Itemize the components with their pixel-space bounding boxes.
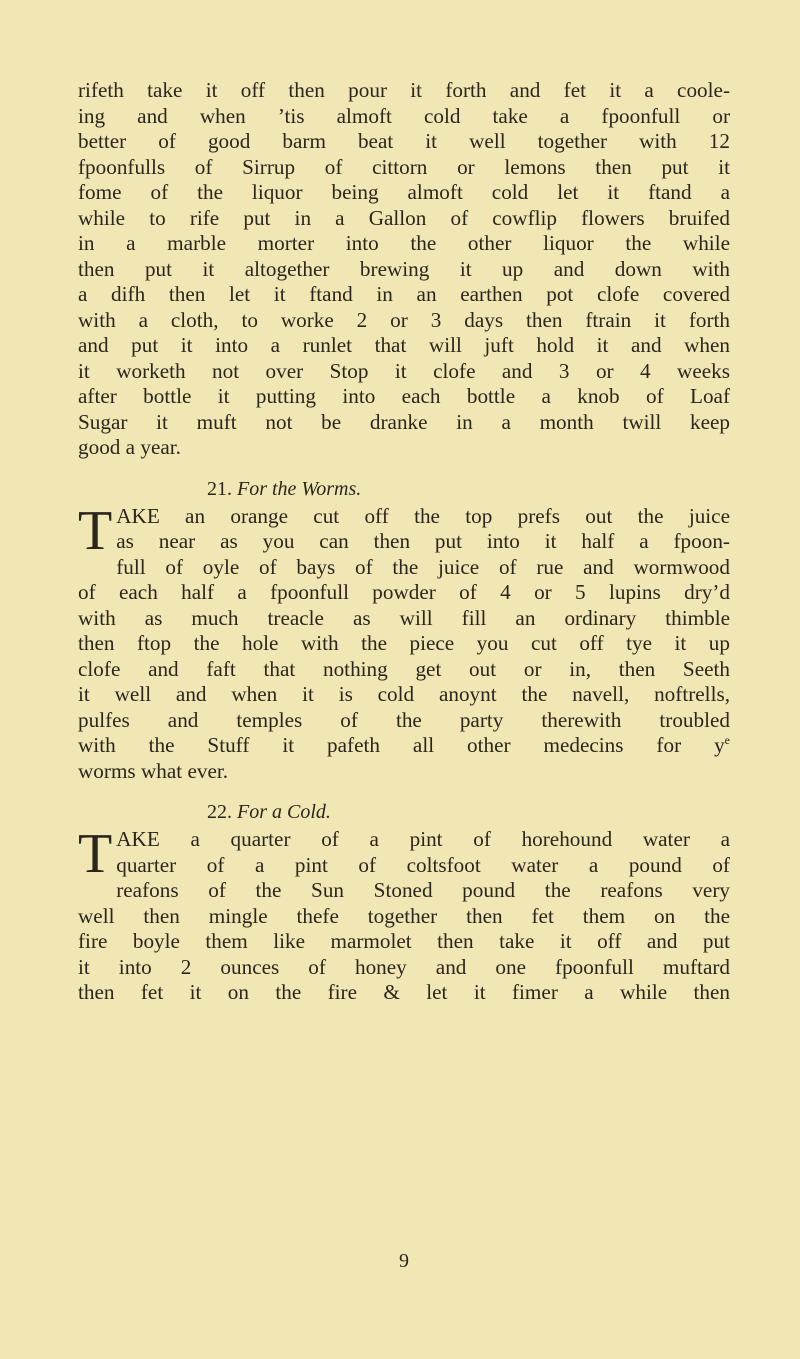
text-line: of each half a fpoonfull powder of 4 or 5 lupins dry’d [78, 580, 730, 604]
text-line: it well and when it is cold anoynt the navell, noftrells, [78, 682, 730, 706]
text-line: then ftop the hole with the piece you cut off tye it up [78, 631, 730, 655]
recipe-22-heading [78, 799, 730, 825]
recipe-21-heading [78, 476, 730, 502]
text-line: then fet it on the fire & let it fimer a while then [78, 980, 730, 1004]
recipe-number: 21. [207, 477, 232, 500]
recipe-number: 22. [207, 801, 232, 823]
text-line: and put it into a runlet that will juft hold it and when [78, 333, 730, 357]
superscript: e [724, 732, 730, 747]
text-line: better of good barm beat it well together with 12 [78, 129, 730, 153]
text-line: while to rife put in a Gallon of cowflip flowers bruifed [78, 205, 730, 230]
text-line: a difh then let it ftand in an earthen pot clofe covered [78, 282, 730, 306]
text-line: then put it altogether brewing it up and down with [78, 256, 730, 281]
text-line: as near as you can then put into it half a fpoon- [116, 529, 730, 553]
page-number: 9 [399, 1250, 409, 1272]
text-line: with as much treacle as will fill an ordinary thimble [78, 605, 730, 630]
text-line: fome of the liquor being almoft cold let it ftand a [78, 180, 730, 204]
drop-cap: T [78, 499, 113, 562]
text-line: well then mingle thefe together then fet them on the [78, 903, 730, 928]
text-line: AKE an orange cut off the top prefs out the juice [116, 503, 730, 528]
text-line: AKE a quarter of a pint of horehound water a [116, 827, 730, 851]
text-line: with a cloth, to worke 2 or 3 days then ftrain it forth [78, 307, 730, 332]
text-line: it worketh not over Stop it clofe and 3 or 4 weeks [78, 358, 730, 383]
text-line: quarter of a pint of coltsfoot water a pound of [116, 852, 730, 877]
text-line: reafons of the Sun Stoned pound the reafons very [116, 878, 730, 902]
text-line: rifeth take it off then pour it forth and fet it a coole- [78, 78, 730, 102]
book-page [78, 78, 730, 1318]
recipe-20-continuation [78, 78, 730, 461]
text-line: full of oyle of bays of the juice of rue and wormwood [116, 554, 730, 579]
text-line: Sugar it muft not be dranke in a month twill keep [78, 409, 730, 434]
text-line: it into 2 ounces of honey and one fpoonfull muftard [78, 954, 730, 979]
text-line-start: with the Stuff it pafeth all other medecins for y [78, 733, 725, 757]
text-line: ing and when ’tis almoft cold take a fpoonfull or [78, 103, 730, 128]
text-line: after bottle it putting into each bottle a knob of Loaf [78, 384, 730, 408]
drop-cap: T [78, 823, 113, 885]
text-line: clofe and faft that nothing get out or in, then Seeth [78, 656, 730, 681]
text-line: worms what ever. [78, 758, 229, 783]
text-line: good a year. [78, 435, 181, 459]
text-line [78, 733, 730, 759]
text-line: fpoonfulls of Sirrup of cittorn or lemons then put it [78, 154, 730, 179]
text-line: in a marble morter into the other liquor the while [78, 231, 730, 255]
text-line: fire boyle them like marmolet then take it off and put [78, 929, 730, 953]
recipe-title: For the Worms. [237, 477, 362, 500]
recipe-21-body [78, 499, 730, 785]
recipe-22-body [78, 823, 730, 1006]
recipe-title: For a Cold. [237, 801, 331, 823]
text-line: pulfes and temples of the party therewith troubled [78, 707, 730, 732]
